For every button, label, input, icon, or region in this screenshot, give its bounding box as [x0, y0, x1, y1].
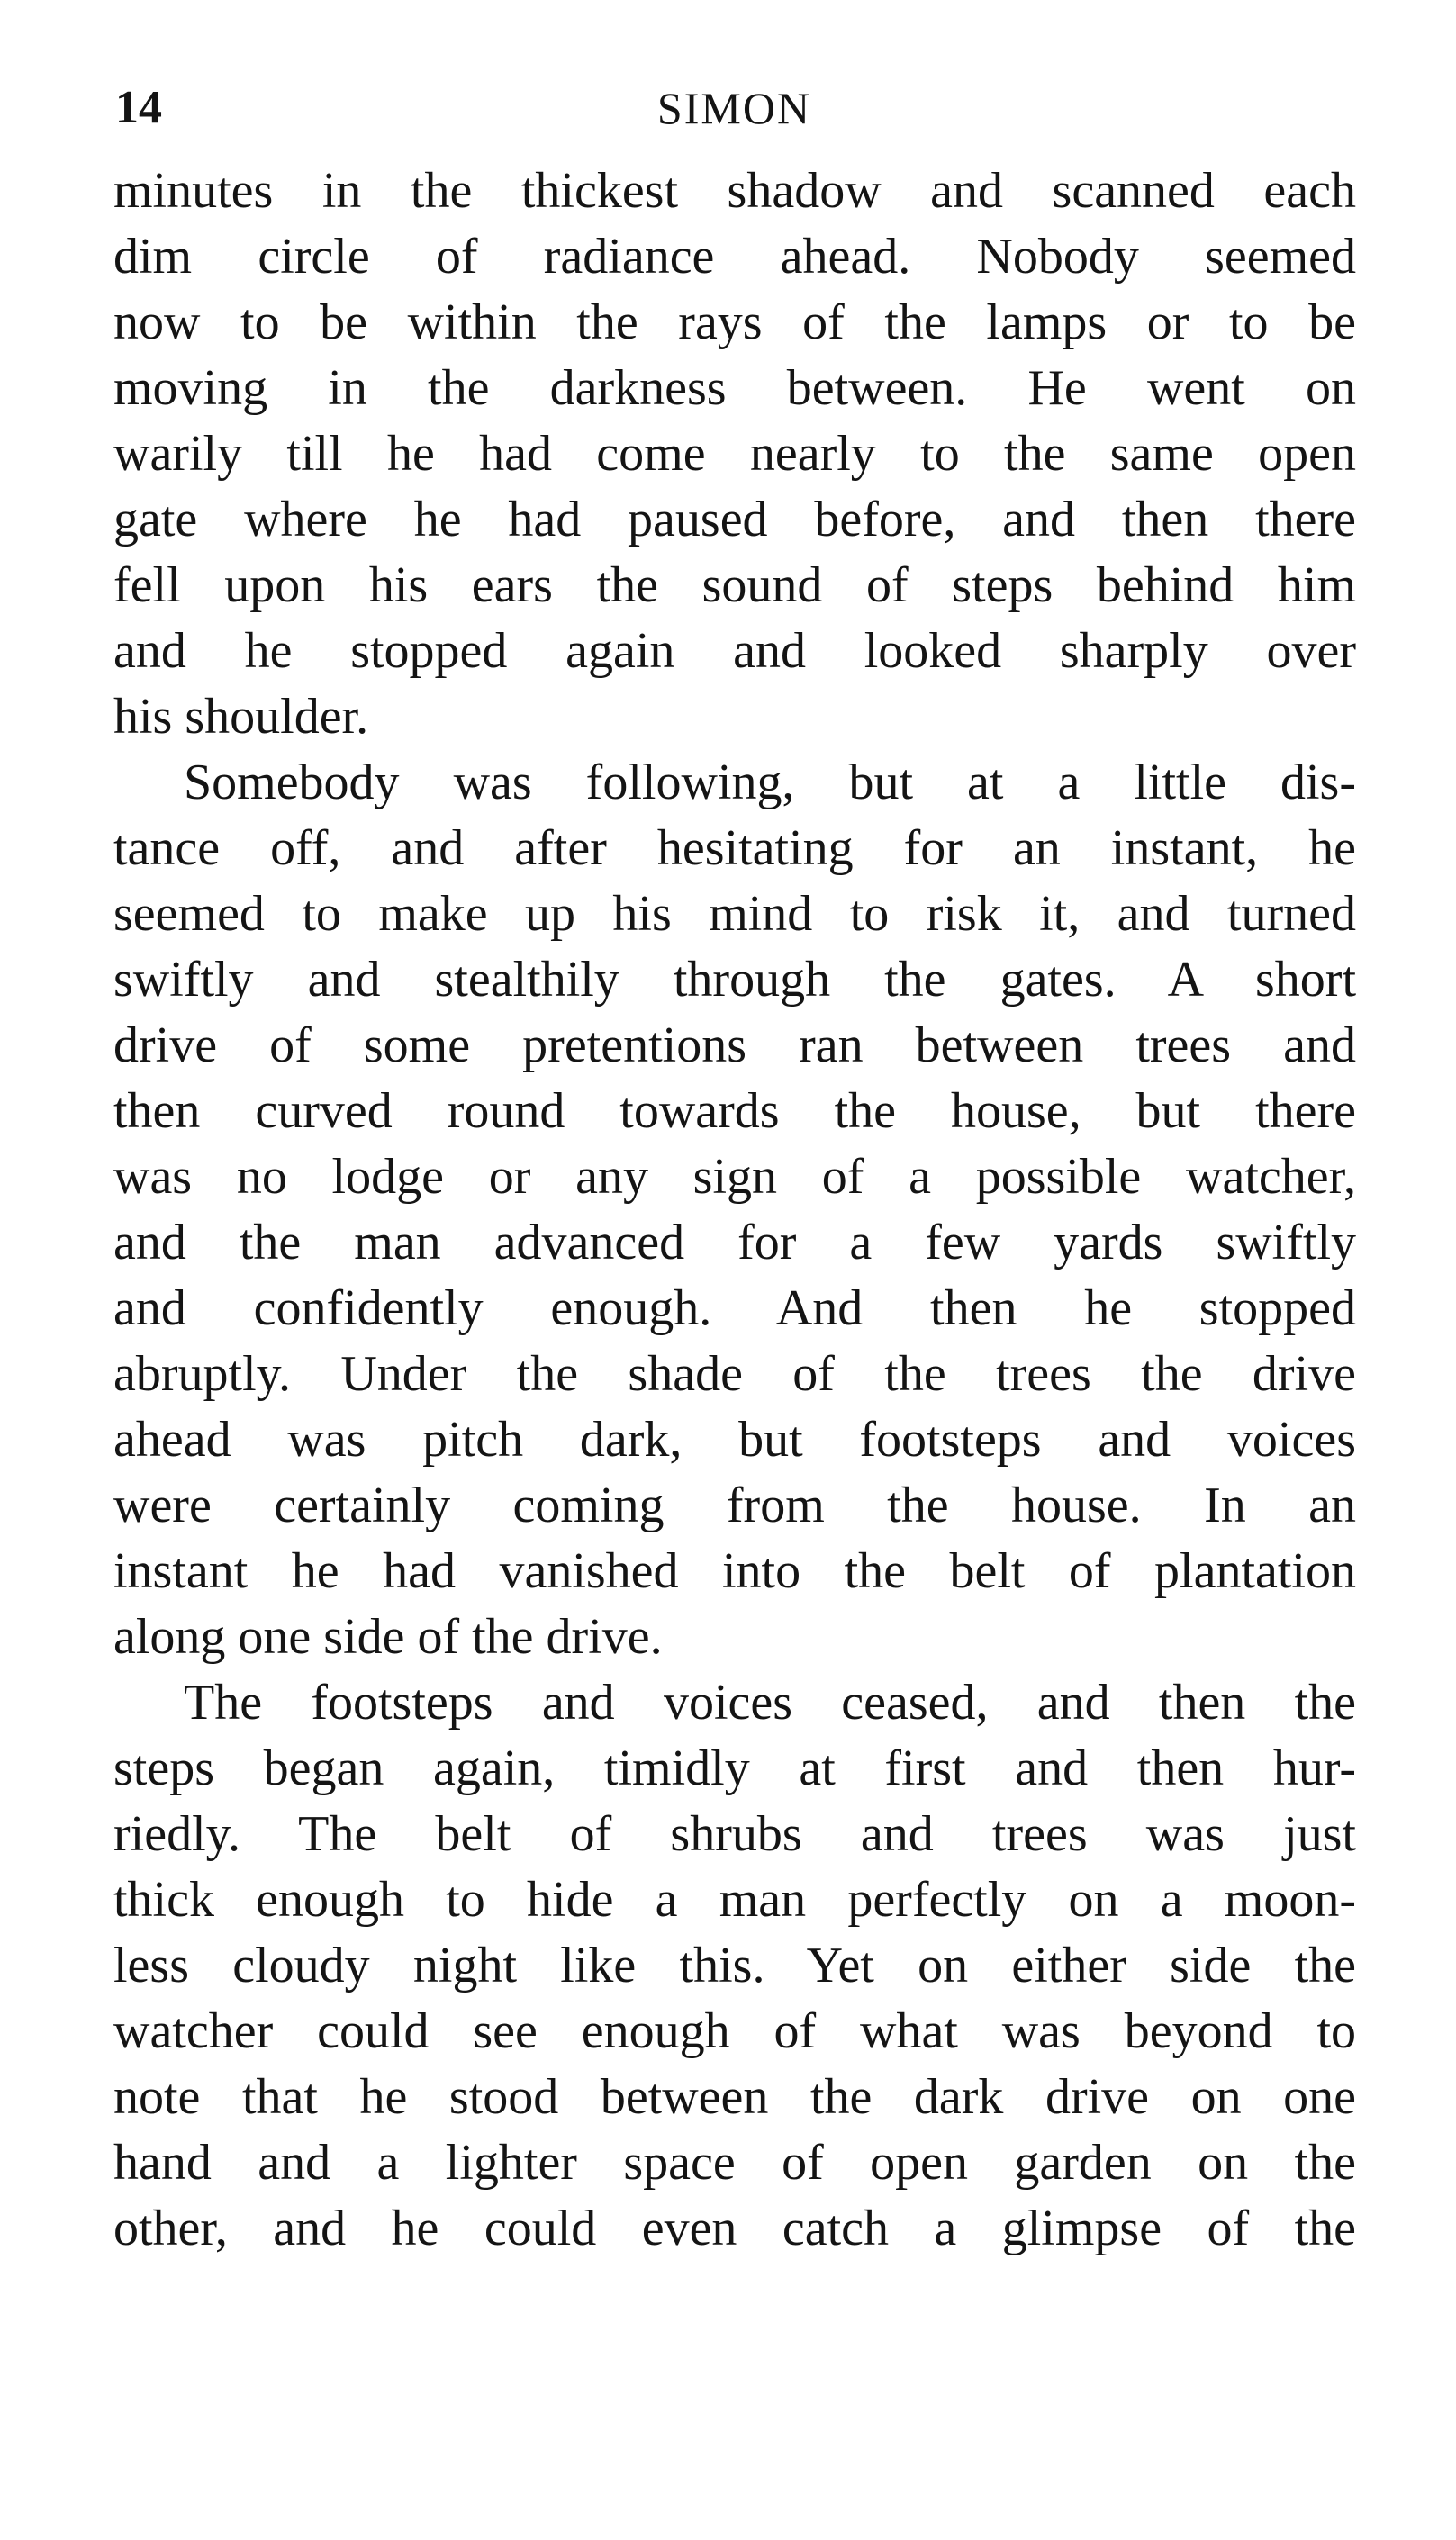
paragraph [113, 158, 1356, 750]
body-text [113, 158, 1356, 2262]
text-line: thick enough to hide a man perfectly on a moon- [113, 1872, 1356, 1928]
text-line: were certainly coming from the house. In an [113, 1478, 1356, 1533]
text-line: abruptly. Under the shade of the trees the drive [113, 1346, 1356, 1402]
page-number: 14 [115, 82, 162, 133]
text-line: now to be within the rays of the lamps or to be [113, 294, 1356, 350]
text-line: and the man advanced for a few yards swiftly [113, 1215, 1356, 1270]
text-line: steps began again, timidly at first and then hur- [113, 1740, 1356, 1796]
text-line: watcher could see enough of what was beyond to [113, 2003, 1356, 2059]
text-line: was no lodge or any sign of a possible watcher, [113, 1149, 1356, 1205]
text-line: instant he had vanished into the belt of plantation [113, 1543, 1356, 1599]
text-line: warily till he had come nearly to the same open [113, 426, 1356, 482]
page-header [115, 72, 1353, 144]
text-line: note that he stood between the dark drive on one [113, 2069, 1356, 2125]
running-head: SIMON [656, 83, 812, 133]
text-line: moving in the darkness between. He went on [113, 360, 1356, 416]
text-line: his shoulder. [113, 689, 369, 745]
paragraph [113, 750, 1356, 1670]
text-line: fell upon his ears the sound of steps behind him [113, 557, 1356, 613]
text-line: minutes in the thickest shadow and scanned each [113, 163, 1356, 219]
text-line: Somebody was following, but at a little dis- [184, 755, 1356, 810]
text-line: and he stopped again and looked sharply over [113, 623, 1356, 679]
text-line: then curved round towards the house, but there [113, 1083, 1356, 1139]
text-line: The footsteps and voices ceased, and then the [184, 1675, 1356, 1731]
text-line: gate where he had paused before, and then there [113, 492, 1356, 547]
text-line: less cloudy night like this. Yet on either side the [113, 1938, 1356, 1993]
text-line: ahead was pitch dark, but footsteps and voices [113, 1412, 1356, 1468]
text-line: other, and he could even catch a glimpse of the [113, 2201, 1356, 2256]
text-line: tance off, and after hesitating for an instant, he [113, 820, 1356, 876]
text-line: swiftly and stealthily through the gates. A short [113, 952, 1356, 1008]
text-line: seemed to make up his mind to risk it, and turned [113, 886, 1356, 942]
text-line: and confidently enough. And then he stopped [113, 1280, 1356, 1336]
text-line: hand and a lighter space of open garden on the [113, 2135, 1356, 2191]
text-line: riedly. The belt of shrubs and trees was just [113, 1806, 1356, 1862]
text-line: along one side of the drive. [113, 1609, 663, 1665]
text-line: dim circle of radiance ahead. Nobody seemed [113, 229, 1356, 285]
paragraph [113, 1670, 1356, 2262]
text-line: drive of some pretentions ran between trees and [113, 1017, 1356, 1073]
